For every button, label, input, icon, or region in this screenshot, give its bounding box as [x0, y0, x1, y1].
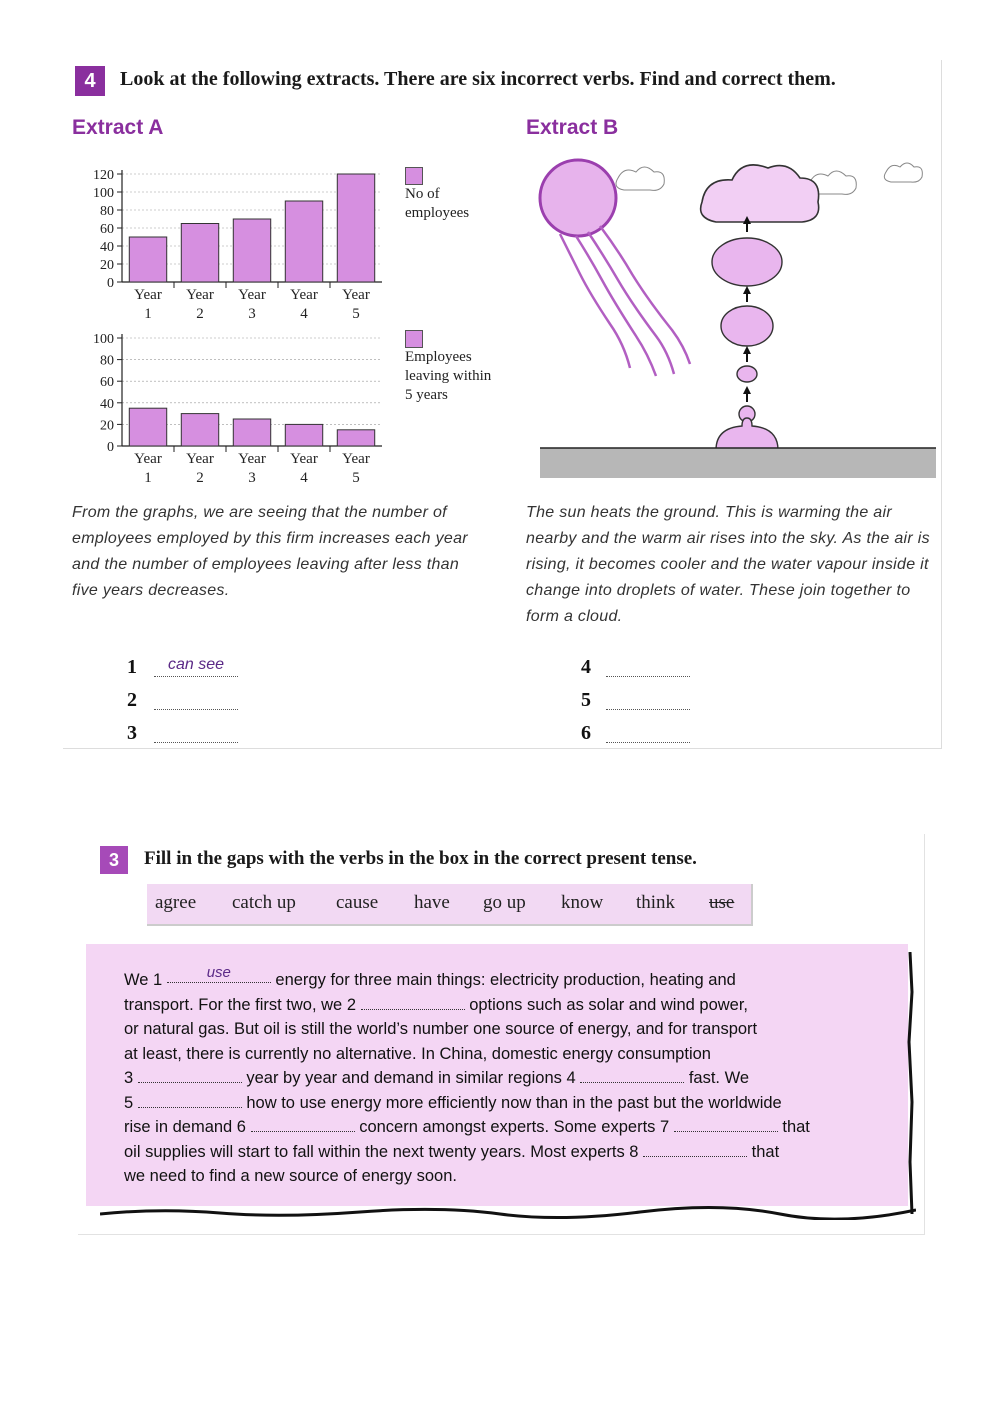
water-cycle-illustration — [530, 150, 938, 480]
verb-go-up: go up — [483, 892, 526, 913]
answer-row-1: 1 — [127, 656, 137, 678]
answer-row-6: 6 — [581, 722, 591, 744]
chart1-bar-year-1 — [129, 237, 166, 282]
answer-field-3[interactable] — [154, 722, 238, 743]
chart1-xlabel-num-1: 1 — [144, 306, 152, 322]
chart1-legend-label: No of employees — [405, 186, 470, 221]
answer-row-3: 3 — [127, 722, 137, 744]
text-line-9: we need to find a new source of energy soon. — [124, 1167, 457, 1185]
verb-cause: cause — [336, 892, 379, 913]
chart1-bar-year-2 — [181, 224, 218, 283]
chart2-xlabel-num-2: 2 — [196, 470, 204, 486]
gap-3[interactable] — [138, 1068, 242, 1083]
verb-have: have — [414, 892, 450, 913]
chart1-bar-year-4 — [285, 201, 322, 282]
exercise-4-number: 4 — [75, 66, 105, 96]
chart2-ytick-label: 20 — [100, 418, 114, 434]
verb-agree: agree — [155, 892, 197, 913]
chart1-ytick-label: 0 — [107, 276, 114, 291]
sun-rays — [560, 226, 690, 376]
chart1-xlabel-num-5: 5 — [352, 306, 360, 322]
chart1-ytick-label: 100 — [93, 186, 114, 201]
chart2-legend-swatch — [405, 330, 423, 348]
chart2-ytick-label: 40 — [100, 396, 114, 412]
employees-bar-chart — [70, 160, 400, 328]
exercise-4-instruction: Look at the following extracts. There are six incorrect verbs. Find and correct them. — [120, 68, 836, 90]
chart1-ytick-label: 60 — [100, 222, 114, 237]
answer-field-2[interactable] — [154, 689, 238, 710]
chart1-ytick-label: 120 — [93, 168, 114, 183]
verb-know: know — [561, 892, 604, 913]
answer-row-2: 2 — [127, 689, 137, 711]
text-line-7: rise in demand 6 concern amongst experts. Some experts 7 that — [124, 1118, 810, 1136]
chart2-xlabel-num-1: 1 — [144, 470, 152, 486]
extract-b-heading: Extract B — [526, 116, 619, 139]
chart2-bar-year-4 — [285, 424, 322, 446]
chart2-ytick-label: 60 — [100, 375, 114, 391]
verb-catch-up: catch up — [232, 892, 296, 913]
chart1-ytick-label: 20 — [100, 258, 114, 273]
answer-field-1[interactable]: can see — [154, 656, 238, 677]
gap-4[interactable] — [580, 1068, 684, 1083]
answer-row-4: 4 — [581, 656, 591, 678]
chart2-xlabel-1: Year — [134, 451, 162, 467]
gap-1[interactable]: use — [167, 968, 271, 983]
chart2-xlabel-5: Year — [342, 451, 370, 467]
answer-field-5[interactable] — [606, 689, 690, 710]
chart2-xlabel-4: Year — [290, 451, 318, 467]
chart1-ytick-label: 40 — [100, 240, 114, 255]
extract-a-paragraph: From the graphs, we are seeing that the number of employees employed by this firm increases each year and the number of employees leaving after less than five years decreases. — [72, 504, 468, 599]
chart2-ytick-label: 0 — [107, 440, 114, 455]
verb-use-crossed: use — [709, 892, 735, 913]
chart2-ytick-label: 80 — [100, 353, 114, 369]
chart1-legend — [405, 167, 495, 223]
chart1-bar-year-3 — [233, 219, 270, 282]
extract-b-paragraph: The sun heats the ground. This is warming the air nearby and the warm air rises into the sky. As the air is rising, it becomes cooler and the water vapour inside it change into droplets of water. These join together to form a cloud. — [526, 504, 930, 625]
gap-7[interactable] — [674, 1117, 778, 1132]
chart2-bar-year-3 — [233, 419, 270, 446]
chart1-xlabel-num-3: 3 — [248, 306, 256, 322]
answer-field-6[interactable] — [606, 722, 690, 743]
extract-a-heading: Extract A — [72, 116, 164, 139]
gap-fill-text — [124, 964, 904, 1189]
chart2-bar-year-2 — [181, 414, 218, 446]
chart1-legend-swatch — [405, 167, 423, 185]
chart2-ytick-label: 100 — [93, 332, 114, 347]
chart1-xlabel-5: Year — [342, 287, 370, 303]
text-line-1: We 1 use energy for three main things: electricity production, heating and — [124, 964, 736, 989]
verb-box — [147, 884, 753, 926]
verb-think: think — [636, 892, 676, 913]
rising-droplets — [712, 238, 782, 450]
gap-2[interactable] — [361, 995, 465, 1010]
chart2-legend-label: Employees leaving within 5 years — [405, 349, 492, 403]
chart1-xlabel-4: Year — [290, 287, 318, 303]
gap-6[interactable] — [251, 1117, 355, 1132]
chart2-legend — [405, 330, 495, 405]
leavers-bar-chart — [70, 328, 400, 490]
chart1-xlabel-3: Year — [238, 287, 266, 303]
text-line-8: oil supplies will start to fall within the next twenty years. Most experts 8 that — [124, 1142, 780, 1161]
chart2-xlabel-num-5: 5 — [352, 470, 360, 486]
chart2-xlabel-num-4: 4 — [300, 470, 308, 486]
textbox-right-edge — [906, 952, 916, 1214]
chart1-xlabel-num-2: 2 — [196, 306, 204, 322]
exercise-3-number: 3 — [100, 846, 128, 874]
chart1-xlabel-num-4: 4 — [300, 306, 308, 322]
textbox-bottom-edge — [100, 1204, 916, 1220]
chart2-bar-year-1 — [129, 408, 166, 446]
answer-field-4[interactable] — [606, 656, 690, 677]
chart2-xlabel-3: Year — [238, 451, 266, 467]
text-line-4: at least, there is currently no alternative. In China, domestic energy consumption — [124, 1044, 711, 1063]
chart1-bar-year-5 — [337, 174, 374, 282]
gap-8[interactable] — [643, 1142, 747, 1157]
text-line-5: 3 year by year and demand in similar regions 4 fast. We — [124, 1069, 750, 1087]
text-line-3: or natural gas. But oil is still the world’s number one source of energy, and for transport — [124, 1020, 758, 1038]
chart2-bar-year-5 — [337, 430, 374, 446]
rain-cloud-icon — [701, 165, 819, 222]
exercise-3-instruction: Fill in the gaps with the verbs in the box in the correct present tense. — [144, 848, 697, 869]
sun-icon — [540, 160, 616, 236]
gap-5[interactable] — [138, 1093, 242, 1108]
chart2-xlabel-2: Year — [186, 451, 214, 467]
text-line-2: transport. For the first two, we 2 options such as solar and wind power, — [124, 995, 749, 1014]
answer-row-5: 5 — [581, 689, 591, 711]
chart1-xlabel-1: Year — [134, 287, 162, 303]
ground — [540, 448, 936, 478]
chart2-xlabel-num-3: 3 — [248, 470, 256, 486]
chart1-ytick-label: 80 — [100, 204, 114, 219]
chart1-xlabel-2: Year — [186, 287, 214, 303]
text-line-6: 5 how to use energy more efficiently now than in the past but the worldwide — [124, 1093, 782, 1112]
